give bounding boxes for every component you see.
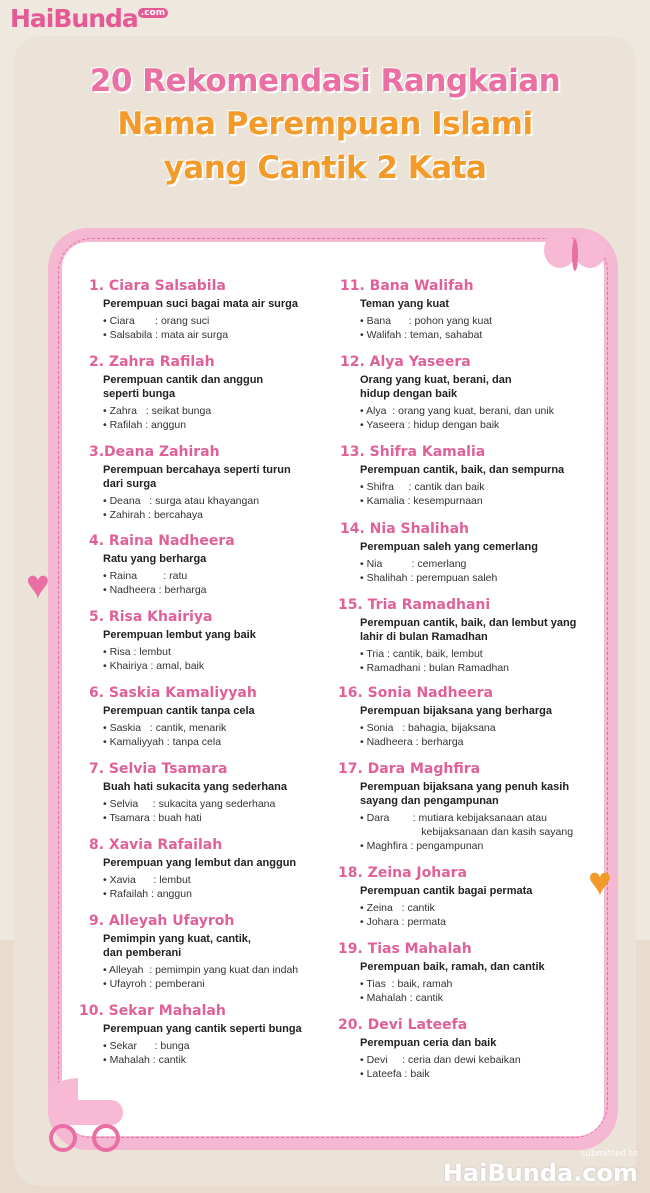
logo-suffix: .com — [138, 8, 168, 18]
meaning-item: • Bana : pohon yang kuat — [360, 315, 493, 327]
entry-title: 8. Xavia Rafailah — [89, 837, 223, 853]
footer-watermark — [443, 1149, 638, 1187]
meaning-list — [360, 901, 610, 929]
name-entry — [89, 913, 353, 991]
entry-title: 5. Risa Khairiya — [89, 609, 213, 625]
entry-title: 17. Dara Maghfira — [338, 761, 481, 777]
meaning-item: • Zeina : cantik — [360, 902, 435, 914]
name-entry — [338, 597, 610, 675]
name-entry — [338, 865, 610, 929]
meaning-item: • Shalihah : perempuan saleh — [360, 572, 498, 584]
baby-stroller-icon — [38, 1060, 138, 1160]
meaning-item: • Khairiya : amal, baik — [103, 660, 205, 672]
meaning-item: • Ramadhani : bulan Ramadhan — [360, 662, 510, 674]
meaning-list — [103, 645, 353, 673]
entry-description: Perempuan suci bagai mata air surga — [103, 298, 299, 310]
entry-title: 2. Zahra Rafilah — [89, 354, 215, 370]
entry-title: 7. Selvia Tsamara — [89, 761, 228, 777]
meaning-list — [360, 314, 610, 342]
name-entry — [340, 278, 610, 342]
entry-title: 6. Saskia Kamaliyyah — [89, 685, 257, 701]
entry-description: Teman yang kuat — [360, 298, 450, 310]
meaning-item: • Tias : baik, ramah — [360, 978, 453, 990]
meaning-item: • Ciara : orang suci — [103, 315, 210, 327]
entry-title: 9. Alleyah Ufayroh — [89, 913, 235, 929]
meaning-item: • Kamalia : kesempurnaan — [360, 495, 483, 507]
name-entry — [89, 837, 353, 901]
entry-title: 16. Sonia Nadheera — [338, 685, 493, 701]
entry-description: Perempuan cantik bagai permata — [360, 885, 533, 897]
name-entry — [338, 1017, 610, 1081]
name-entry — [338, 941, 610, 1005]
heart-icon: ♥ — [588, 860, 612, 904]
meaning-item: • Ufayroh : pemberani — [103, 978, 205, 990]
meaning-item: • Nadheera : berharga — [103, 584, 207, 596]
meaning-item: • Raina : ratu — [103, 570, 188, 582]
name-entry — [89, 444, 353, 522]
entry-description: Buah hati sukacita yang sederhana — [103, 781, 288, 793]
name-entry — [338, 761, 610, 853]
entry-description: Perempuan cantik, baik, dan lembut yang lahir di bulan Ramadhan — [360, 617, 577, 643]
meaning-item: • Alya : orang yang kuat, berani, dan unik — [360, 405, 554, 417]
meaning-item: • Salsabila : mata air surga — [103, 329, 229, 341]
entry-title: 10. Sekar Mahalah — [79, 1003, 226, 1019]
entry-title: 4. Raina Nadheera — [89, 533, 235, 549]
entry-title: 19. Tias Mahalah — [338, 941, 472, 957]
meaning-item: • Mahalah : cantik — [103, 1054, 187, 1066]
meaning-list — [103, 314, 353, 342]
meaning-list — [360, 557, 610, 585]
logo-text: HaiBunda — [10, 4, 138, 33]
entry-description: Orang yang kuat, berani, dan hidup dengan baik — [360, 374, 512, 400]
name-entry — [89, 354, 353, 432]
meaning-list — [103, 494, 353, 522]
meaning-item: • Zahirah : bercahaya — [103, 509, 203, 521]
meaning-item: • Sonia : bahagia, bijaksana — [360, 722, 496, 734]
name-entry — [340, 521, 610, 585]
name-entry — [89, 761, 353, 825]
meaning-item: • Devi : ceria dan dewi kebaikan — [360, 1054, 521, 1066]
meaning-item: • Selvia : sukacita yang sederhana — [103, 798, 276, 810]
meaning-item: • Mahalah : cantik — [360, 992, 444, 1004]
title-line-1: 20 Rekomendasi Rangkaian — [89, 63, 561, 99]
entry-title: 15. Tria Ramadhani — [338, 597, 491, 613]
meaning-item: kebijaksanaan dan kasih sayang — [360, 826, 574, 838]
meaning-list — [103, 569, 353, 597]
name-entry — [89, 609, 353, 673]
entry-description: Perempuan yang cantik seperti bunga — [103, 1023, 302, 1035]
entry-description: Perempuan cantik, baik, dan sempurna — [360, 464, 565, 476]
name-entry — [338, 685, 610, 749]
meaning-list — [103, 1039, 353, 1067]
meaning-item: • Johara : permata — [360, 916, 446, 928]
meaning-item: • Tsamara : buah hati — [103, 812, 202, 824]
meaning-item: • Dara : mutiara kebijaksanaan atau — [360, 812, 547, 824]
meaning-list — [103, 797, 353, 825]
entry-title: 18. Zeina Johara — [338, 865, 468, 881]
meaning-list — [103, 963, 353, 991]
meaning-list — [360, 977, 610, 1005]
entry-title: 20. Devi Lateefa — [338, 1017, 468, 1033]
entry-title: 1. Ciara Salsabila — [89, 278, 226, 294]
meaning-item: • Xavia : lembut — [103, 874, 191, 886]
meaning-item: • Nia : cemerlang — [360, 558, 467, 570]
meaning-list — [360, 480, 610, 508]
entry-description: Perempuan bijaksana yang penuh kasih sayang dan pengampunan — [360, 781, 570, 807]
entry-title: 13. Shifra Kamalia — [340, 444, 486, 460]
meaning-item: • Sekar : bunga — [103, 1040, 190, 1052]
meaning-item: • Lateefa : baik — [360, 1068, 430, 1080]
name-entry — [340, 354, 610, 432]
meaning-item: • Rafilah : anggun — [103, 419, 187, 431]
meaning-list — [103, 721, 353, 749]
entry-description: Perempuan cantik dan anggun seperti bunga — [103, 374, 264, 400]
title-line-2: Nama Perempuan Islami — [117, 106, 533, 142]
meaning-list — [360, 811, 610, 853]
entry-description: Perempuan bijaksana yang berharga — [360, 705, 552, 717]
meaning-item: • Deana : surga atau khayangan — [103, 495, 260, 507]
entry-description: Perempuan bercahaya seperti turun dari surga — [103, 464, 291, 490]
meaning-item: • Kamaliyyah : tanpa cela — [103, 736, 222, 748]
submitted-label: submitted to — [580, 1149, 638, 1159]
entry-description: Perempuan baik, ramah, dan cantik — [360, 961, 545, 973]
butterfly-icon — [540, 225, 610, 285]
meaning-item: • Nadheera : berharga — [360, 736, 464, 748]
entry-description: Perempuan lembut yang baik — [103, 629, 256, 641]
haibunda-logo — [10, 4, 168, 33]
name-entry — [79, 1003, 353, 1067]
meaning-list — [360, 721, 610, 749]
meaning-item: • Rafailah : anggun — [103, 888, 192, 900]
entry-title: 12. Alya Yaseera — [340, 354, 471, 370]
entry-description: Pemimpin yang kuat, cantik, dan pemberani — [103, 933, 251, 959]
meaning-list — [360, 1053, 610, 1081]
entry-title: 3.Deana Zahirah — [89, 444, 220, 460]
meaning-list — [103, 404, 353, 432]
title-line-3: yang Cantik 2 Kata — [163, 150, 487, 186]
meaning-item: • Saskia : cantik, menarik — [103, 722, 227, 734]
meaning-list — [360, 647, 610, 675]
meaning-item: • Tria : cantik, baik, lembut — [360, 648, 483, 660]
meaning-item: • Shifra : cantik dan baik — [360, 481, 485, 493]
entry-description: Perempuan cantik tanpa cela — [103, 705, 255, 717]
meaning-item: • Walifah : teman, sahabat — [360, 329, 483, 341]
entry-description: Perempuan saleh yang cemerlang — [360, 541, 538, 553]
meaning-item: • Zahra : seikat bunga — [103, 405, 212, 417]
name-entry — [89, 533, 353, 597]
entry-title: 14. Nia Shalihah — [340, 521, 469, 537]
footer-brand: HaiBunda.com — [442, 1159, 638, 1187]
meaning-item: • Maghfira : pengampunan — [360, 840, 484, 852]
meaning-item: • Risa : lembut — [103, 646, 171, 658]
name-entry — [89, 685, 353, 749]
heart-icon: ♥ — [26, 563, 50, 607]
entry-description: Perempuan ceria dan baik — [360, 1037, 497, 1049]
meaning-item: • Alleyah : pemimpin yang kuat dan indah — [103, 964, 299, 976]
meaning-list — [103, 873, 353, 901]
meaning-list — [360, 404, 610, 432]
name-entry — [89, 278, 353, 342]
name-entry — [340, 444, 610, 508]
meaning-item: • Yaseera : hidup dengan baik — [360, 419, 500, 431]
entry-description: Ratu yang berharga — [103, 553, 207, 565]
entry-description: Perempuan yang lembut dan anggun — [103, 857, 297, 869]
entry-title: 11. Bana Walifah — [340, 278, 474, 294]
